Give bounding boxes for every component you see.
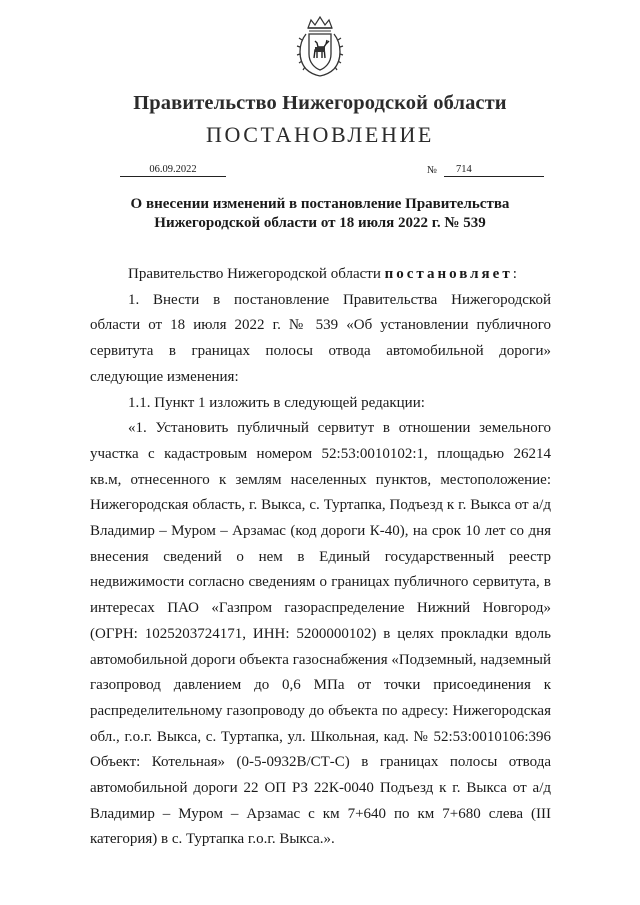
document-date: 06.09.2022	[120, 163, 226, 177]
document-type: ПОСТАНОВЛЕНИЕ	[206, 122, 434, 147]
intro-suffix: :	[512, 266, 517, 282]
item-1-paragraph: 1. Внести в постановление Правительства Нижегородской области от 18 июля 2022 г. № 539 «Об установлении публичного сервитута в границах полосы отвода автомобильной дороги» следующие изменения:	[90, 291, 551, 385]
coat-of-arms-icon	[296, 14, 344, 78]
document-subject	[130, 195, 510, 233]
document-number-field	[444, 163, 544, 177]
number-sign: №	[427, 165, 438, 176]
intro-paragraph	[90, 262, 551, 288]
item-1-1-paragraph: 1.1. Пункт 1 изложить в следующей редакции:	[128, 394, 425, 411]
quoted-paragraph: «1. Установить публичный сервитут в отношении земельного участка с кадастровым номером 52:53:0010102:1, площадью 26214 кв.м, отнесенного к землям населенных пунктов, местоположение: Нижегородская область, г. Выкса, с. Туртапка, Подъезд к г. Выкса от а/д Владимир – Муром – Арзамас (код дороги К-40), на срок 10 лет со дня внесения сведений о нем в Единый государственный реестр недвижимости согласно сведениям о границах публичного сервитута, в интересах ПАО «Газпром газораспределение Нижний Новгород» (ОГРН: 1025203724171, ИНН: 5200000102) в целях прокладки вдоль автомобильной дороги объекта газоснабжения «Подземный, надземный газопровод давлением до 0,6 МПа от точки присоединения к распределительному газопроводу до объекта по адресу: Нижегородская обл., г.о.г. Выкса, с. Туртапка, ул. Школьная, кад. № 52:53:0010106:396 Объект: Котельная» (0-5-0932В/СТ-С) в границах полосы отвода автомобильной дороги 22 ОП РЗ 22К-0040 Подъезд к г. Выкса от а/д Владимир – Муром – Арзамас с км 7+640 по км 7+680 слева (III категория) в с. Туртапка г.о.г. Выкса.».	[90, 420, 551, 848]
subject-line-2: Нижегородской области от 18 июля 2022 г. № 539	[154, 215, 486, 231]
intro-keyword: постановляет	[384, 266, 513, 282]
subject-line-1: О внесении изменений в постановление Правительства	[130, 196, 510, 212]
intro-prefix: Правительство Нижегородской области	[128, 266, 385, 282]
government-name: Правительство Нижегородской области	[133, 92, 507, 114]
document-body	[90, 262, 551, 853]
document-number: 714	[456, 164, 472, 175]
